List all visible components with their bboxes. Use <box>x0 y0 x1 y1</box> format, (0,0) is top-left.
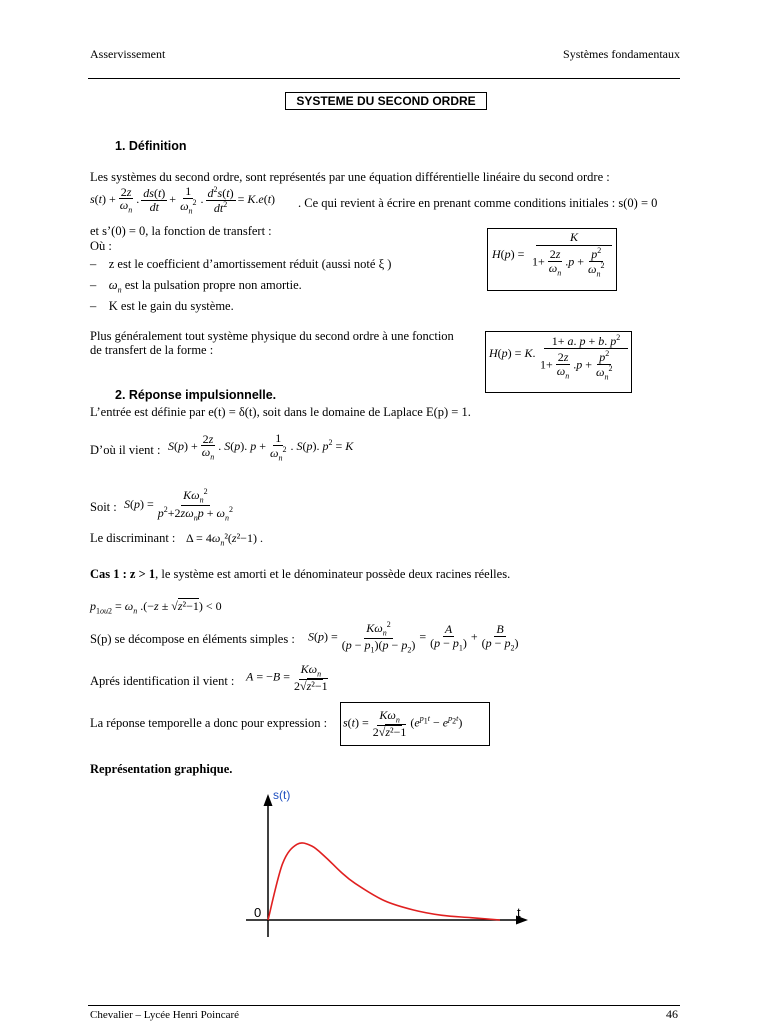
footer-rule <box>88 1005 680 1006</box>
list-item: – $\omega_n$ est la pulsation propre non amortie. <box>90 278 302 295</box>
series-line <box>268 843 500 920</box>
sp-equation: S(p) = $\frac{K\omega_n^2}{p^2+2z\omega_np + \omega_n^2}$ <box>124 487 233 523</box>
x-axis-label: t <box>517 905 521 920</box>
y-axis-label: s(t) <box>273 788 291 802</box>
dou-label: D’où il vient : <box>90 443 161 457</box>
origin-label: 0 <box>254 905 262 920</box>
section-heading-impulse: 2. Réponse impulsionnelle. <box>115 388 277 402</box>
general-transfer-box: H(p) = K. 1+ a. p + b. $p^2$ 1+ $\frac{2z}{\omega_n}$ .p + $\frac{p^2}{\omega_n^2}$ <box>485 331 632 393</box>
soit-label: Soit : <box>90 500 117 514</box>
discriminant-label: Le discriminant : <box>90 531 176 545</box>
decompose-label: S(p) se décompose en éléments simples : <box>90 632 295 646</box>
intro-text: Les systèmes du second ordre, sont représentés par une équation différentielle linéaire du second ordre : <box>90 170 610 184</box>
differential-equation: s(t) + $\frac{2z}{\omega_n}$ . $\frac{ds(t)}{dt}$ + $\frac{1}{\omega_n^2}$ . $\frac{d^2s(t)}{dt^2}$ = K.e(t) <box>90 184 276 215</box>
general-text-1: Plus généralement tout système physique du second ordre à une fonction <box>90 329 454 343</box>
apres-label: Aprés identification il vient : <box>90 674 235 688</box>
entree-text: L’entrée est définie par e(t) = δ(t), soit dans le domaine de Laplace E(p) = 1. <box>90 405 471 419</box>
header-right: Systèmes fondamentaux <box>563 47 680 61</box>
list-item: – K est le gain du système. <box>90 299 234 313</box>
page-number: 46 <box>666 1007 678 1021</box>
header-left: Asservissement <box>90 47 166 61</box>
transfer-function-box: H(p) = K 1+ $\frac{2z}{\omega_n}$ .p + $\frac{p^2}{\omega_n^2}$ <box>487 228 617 291</box>
eq-suffix-text: . Ce qui revient à écrire en prenant comme conditions initiales : s(0) = 0 <box>298 196 658 210</box>
decompose-equation: S(p) = $\frac{K\omega_n^2}{(p - p_1)(p - p_2)}$ = $\frac{A}{(p - p_1)}$ + $\frac{B}{(p - p_2)}$ <box>308 620 519 655</box>
representation-heading: Représentation graphique. <box>90 762 233 776</box>
reponse-label: La réponse temporelle a donc pour expression : <box>90 716 328 730</box>
coefficients-equation: A = −B = $\frac{K\omega_n}{\text{2√z²−1}}$ <box>246 662 328 693</box>
list-item: – z est le coefficient d’amortissement réduit (aussi noté ξ ) <box>90 257 392 271</box>
laplace-equation: S(p) + $\frac{2z}{\omega_n}$ . S(p). p + $\frac{1}{\omega_n^2}$ . S(p). $p^2 = K$ <box>168 431 354 462</box>
ou-label: Où : <box>90 239 112 253</box>
section-heading-definition: 1. Définition <box>115 139 187 153</box>
roots-equation: $p_{1ou2} = \omega_n$ .(−z ± √z²−1) < 0 <box>90 599 222 616</box>
footer-left: Chevalier – Lycée Henri Poincaré <box>90 1009 240 1021</box>
general-text-2: de transfert de la forme : <box>90 343 214 357</box>
time-response-box: s(t) = $\frac{K\omega_n}{\text{2√z²−1}}$ $(e^{p_1t} - e^{p_2t})$ <box>340 702 490 746</box>
cas1-text: Cas 1 : z > 1, le système est amorti et le dénominateur possède deux racines réelles. <box>90 567 511 581</box>
page-title: SYSTEME DU SECOND ORDRE <box>285 92 487 110</box>
discriminant-equation: $\Delta = 4\omega_n^2(z^2-1)$ . <box>186 531 263 548</box>
transfer-text: et s’(0) = 0, la fonction de transfert : <box>90 224 272 238</box>
